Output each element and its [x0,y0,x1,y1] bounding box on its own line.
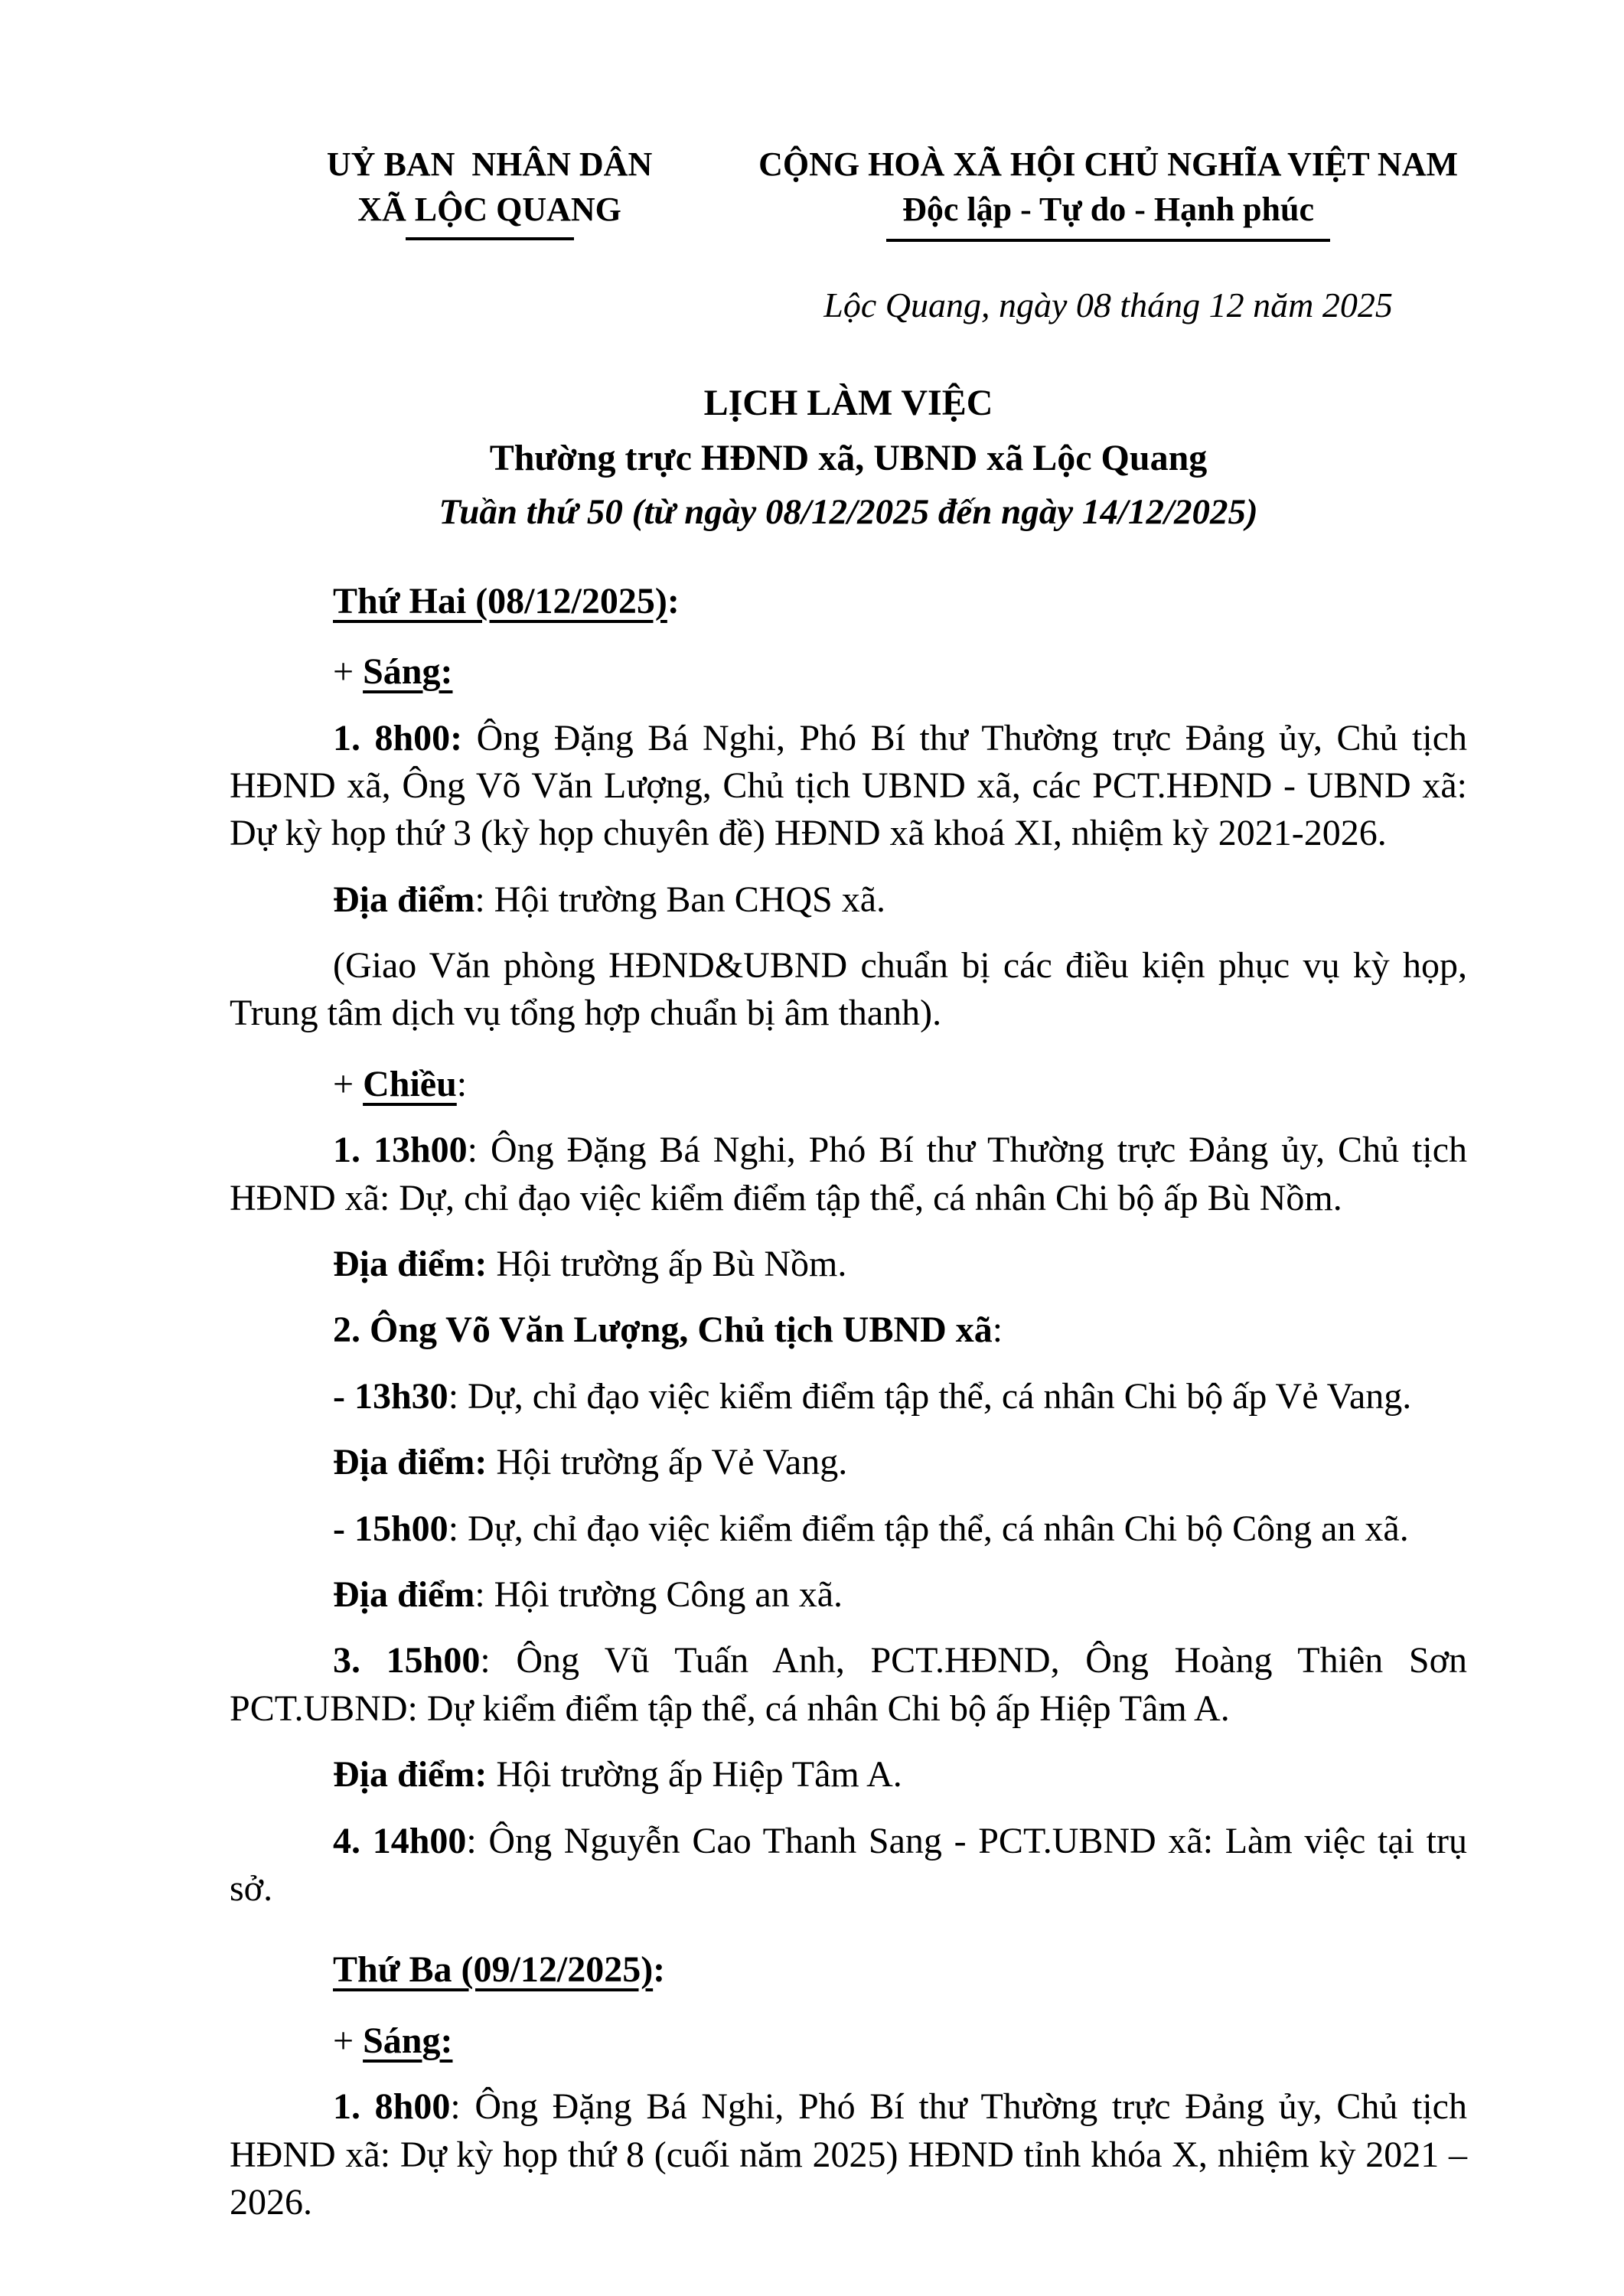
schedule-item [230,1127,1467,1222]
text-run: Địa điểm [333,1574,475,1615]
text-run: - 13h30 [333,1375,448,1417]
text-run: 4. 14h00 [333,1820,467,1861]
text-run: : Ông Nguyễn Cao Thanh Sang - PCT.UBND xã: Làm việc tại trụ sở. [230,1820,1467,1909]
text-run: + [333,651,364,693]
text-run: : [653,1949,666,1991]
text-run: : Ông Vũ Tuấn Anh, PCT.HĐND, Ông Hoàng Thiên Sơn PCT.UBND: Dự kiểm điểm tập thể, cá nhân Chi bộ ấp Hiệp Tâm A. [230,1640,1467,1729]
text-run: : Ông Đặng Bá Nghi, Phó Bí thư Thường trực Đảng ủy, Chủ tịch HĐND xã: Dự kỳ họp thứ 8 (cuối năm 2025) HĐND tỉnh khóa X, nhiệm kỳ 2021 – 2026. [230,2086,1467,2223]
schedule-item [230,1818,1467,1913]
issuing-org-block [230,142,749,240]
text-run: 2. Ông Võ Văn Lượng, Chủ tịch UBND xã [333,1309,993,1351]
day-heading [230,578,1467,625]
session-heading [230,2017,1467,2065]
session-heading [230,1061,1467,1108]
issuing-org-name-line-2: XÃ LỘC QUANG [357,191,621,229]
issuing-org-name-line-1: UỶ BAN NHÂN DÂN [326,145,653,183]
session-heading [230,648,1467,696]
text-run: : [992,1309,1003,1351]
note-line [230,942,1467,1038]
document-title: LỊCH LÀM VIỆC [703,382,993,423]
text-run: : Ông Đặng Bá Nghi, Phó Bí thư Thường trực Đảng ủy, Chủ tịch HĐND xã: Dự, chỉ đạo việc kiểm điểm tập thể, cá nhân Chi bộ ấp Bù Nồm. [230,1130,1467,1218]
location-line [230,1571,1467,1619]
schedule-item [230,1373,1467,1420]
text-run: Thứ Hai (08/12/2025) [333,580,667,621]
location-line [230,1241,1467,1288]
text-run: + [333,1063,364,1104]
text-run: + [333,2020,364,2061]
text-run: : Hội trường Ban CHQS xã. [474,879,886,920]
text-run: 1. 8h00: [333,717,463,758]
schedule-item [230,1637,1467,1733]
schedule-item [230,2083,1467,2226]
text-run: Sáng: [363,651,453,693]
text-run: : Dự, chỉ đạo việc kiểm điểm tập thể, cá nhân Chi bộ Công an xã. [448,1508,1409,1549]
text-run: : Hội trường Công an xã. [474,1574,843,1615]
title-block [230,380,1467,536]
day-heading [230,1946,1467,1994]
org-underline-rule [406,237,574,240]
text-run: 3. 15h00 [333,1640,481,1681]
motto-underline-rule [886,239,1330,242]
document-header [230,142,1467,329]
text-run: Thứ Ba (09/12/2025) [333,1949,654,1991]
text-run: 1. 8h00 [333,2086,451,2128]
text-run: Sáng: [363,2020,453,2061]
text-run: Hội trường ấp Hiệp Tâm A. [487,1754,902,1795]
text-run: Hội trường ấp Bù Nồm. [487,1244,847,1285]
schedule-item [230,715,1467,858]
text-run: Hội trường ấp Vẻ Vang. [487,1442,848,1483]
text-run: Ông Đặng Bá Nghi, Phó Bí thư Thường trực Đảng ủy, Chủ tịch HĐND xã, Ông Võ Văn Lượng, Chủ tịch UBND xã, các PCT.HĐND - UBND xã: Dự kỳ họp thứ 3 (kỳ họp chuyên đề) HĐND xã khoá XI, nhiệm kỳ 2021-2026. [230,717,1467,854]
document-body [230,578,1467,2227]
schedule-item [230,1505,1467,1553]
schedule-item [230,1306,1467,1354]
text-run: Địa điểm: [333,1244,488,1285]
document-subtitle: Thường trực HĐND xã, UBND xã Lộc Quang [489,438,1208,479]
text-run: 1. 13h00 [333,1130,468,1171]
location-line [230,1751,1467,1799]
text-run: (Giao Văn phòng HĐND&UBND chuẩn bị các điều kiện phục vụ kỳ họp, Trung tâm dịch vụ tổng hợp chuẩn bị âm thanh). [230,945,1467,1034]
text-run: : Dự, chỉ đạo việc kiểm điểm tập thể, cá nhân Chi bộ ấp Vẻ Vang. [448,1375,1412,1417]
national-title-line: CỘNG HOÀ XÃ HỘI CHỦ NGHĨA VIỆT NAM [758,145,1459,183]
national-motto-block [749,142,1467,329]
location-line [230,876,1467,924]
text-run: Địa điểm [333,879,475,920]
national-motto-line: Độc lập - Tự do - Hạnh phúc [902,191,1314,229]
text-run: - 15h00 [333,1508,448,1549]
place-date-line: Lộc Quang, ngày 08 tháng 12 năm 2025 [823,285,1393,325]
text-run: Địa điểm: [333,1754,488,1795]
text-run: : [667,580,680,621]
text-run: Địa điểm: [333,1442,488,1483]
text-run: : [456,1063,468,1104]
week-range-line: Tuần thứ 50 (từ ngày 08/12/2025 đến ngày 14/12/2025) [439,491,1258,532]
location-line [230,1439,1467,1486]
text-run: Chiều [363,1063,457,1104]
